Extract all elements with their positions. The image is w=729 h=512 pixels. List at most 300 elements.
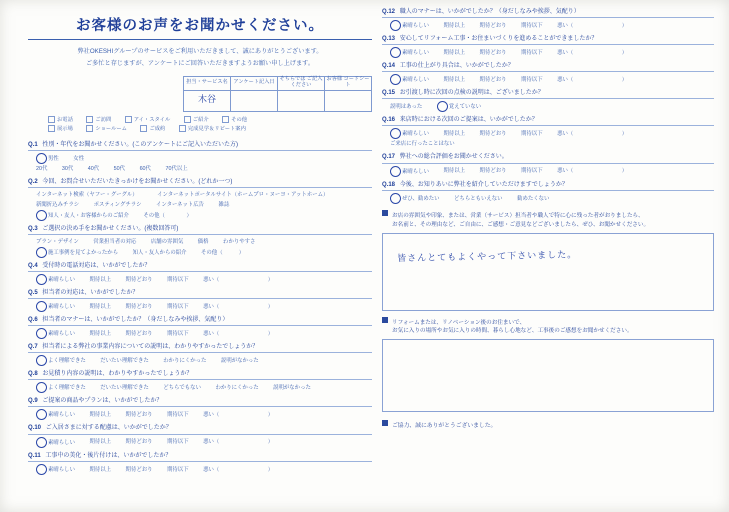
checkbox-label: 展示場 bbox=[57, 126, 73, 133]
option-label[interactable]: 期待以下 bbox=[521, 168, 543, 175]
question-text: 担当者の対応は、いかがでしたか？ bbox=[42, 290, 139, 296]
option bbox=[36, 301, 75, 312]
question-options bbox=[382, 166, 714, 177]
option bbox=[557, 75, 627, 85]
question-heading bbox=[28, 424, 372, 434]
question-number: Q.7 bbox=[28, 344, 38, 351]
handwritten-answer bbox=[383, 337, 713, 358]
question-options bbox=[28, 190, 372, 221]
option-label[interactable]: 期待どおり bbox=[479, 50, 507, 57]
option bbox=[143, 211, 192, 221]
option bbox=[126, 302, 153, 312]
option bbox=[36, 355, 86, 366]
option bbox=[151, 237, 183, 247]
option bbox=[223, 237, 255, 247]
question-block bbox=[382, 116, 714, 149]
circle-mark-icon bbox=[36, 464, 47, 475]
question-heading bbox=[382, 116, 714, 126]
info-table bbox=[183, 76, 372, 112]
checkbox-option bbox=[86, 117, 111, 123]
circle-mark-icon bbox=[390, 74, 401, 85]
option bbox=[443, 48, 465, 58]
checkbox-icon[interactable] bbox=[86, 125, 93, 132]
option-label[interactable]: 素晴らしい bbox=[402, 77, 429, 84]
circle-mark-icon bbox=[36, 382, 47, 393]
question-block bbox=[28, 397, 372, 420]
question-options bbox=[28, 301, 372, 312]
option-label[interactable]: わかりにくかった bbox=[163, 358, 207, 365]
question-text: 性別・年代をお聞かせください。(このアンケートにご記入いただいた方) bbox=[42, 141, 238, 148]
option bbox=[163, 383, 201, 393]
question-block bbox=[28, 343, 372, 366]
option-label[interactable]: 期待以上 bbox=[89, 331, 112, 338]
option bbox=[94, 200, 142, 210]
option-label[interactable]: 価格 bbox=[197, 238, 209, 245]
question-block bbox=[382, 181, 714, 204]
option bbox=[517, 194, 549, 204]
question-options bbox=[382, 47, 714, 58]
question-heading bbox=[28, 370, 372, 380]
option bbox=[133, 248, 187, 258]
option-label[interactable]: 期待以下 bbox=[521, 50, 543, 57]
question-text: 受付時の電話対応は、いかがでしたか？ bbox=[42, 262, 151, 269]
option bbox=[390, 47, 429, 58]
question-heading bbox=[28, 289, 372, 299]
option-label[interactable]: 勧めたくない bbox=[517, 195, 550, 202]
question-text: 職人のマナーは、いかがでしたか？（身だしなみや挨拶、気配り） bbox=[399, 9, 580, 15]
option-label[interactable]: 期待どおり bbox=[125, 276, 153, 283]
option-label[interactable]: プラン・デザイン bbox=[36, 238, 79, 245]
question-block bbox=[382, 89, 714, 112]
question-options bbox=[28, 382, 372, 393]
option bbox=[480, 75, 507, 85]
question-options bbox=[382, 20, 714, 31]
question-number: Q.13 bbox=[382, 36, 396, 43]
question-number: Q.18 bbox=[382, 181, 396, 188]
checkbox-label: ご成約 bbox=[149, 126, 166, 133]
option-label[interactable]: 悪い（ ） bbox=[203, 439, 274, 446]
checkbox-icon[interactable] bbox=[222, 116, 229, 123]
option bbox=[480, 129, 507, 139]
question-options bbox=[28, 153, 372, 174]
circle-mark-icon bbox=[390, 128, 401, 139]
option-label[interactable]: どちらでもない bbox=[163, 385, 201, 392]
option bbox=[390, 74, 429, 85]
option bbox=[157, 190, 328, 200]
checkbox-icon[interactable] bbox=[125, 116, 132, 123]
option-label[interactable]: 期待以下 bbox=[167, 304, 189, 311]
closing-label: ご協力、誠にありがとうございました。 bbox=[392, 423, 497, 430]
question-heading bbox=[382, 89, 714, 99]
option bbox=[521, 21, 543, 31]
option-label[interactable]: 説明がなかった bbox=[220, 358, 259, 365]
checkbox-option bbox=[48, 117, 73, 123]
option-label[interactable]: 期待以上 bbox=[89, 304, 112, 311]
free-text-box-2[interactable] bbox=[382, 339, 714, 412]
option-label[interactable]: 期待以上 bbox=[89, 466, 112, 473]
question-text: 工事の仕上がり具合は、いかがでしたか？ bbox=[399, 63, 514, 70]
checkbox-icon[interactable] bbox=[184, 116, 191, 123]
option-label[interactable]: 期待以下 bbox=[521, 77, 543, 84]
info-table-header-row bbox=[184, 76, 372, 90]
option bbox=[557, 48, 627, 58]
question-options bbox=[28, 409, 372, 420]
option-label[interactable]: その他（ ） bbox=[143, 212, 192, 219]
circle-mark-icon bbox=[36, 328, 47, 339]
option-label[interactable]: 素晴らしい bbox=[48, 412, 75, 419]
question-heading bbox=[382, 8, 714, 18]
option-label[interactable]: ぜひ、勧めたい bbox=[402, 195, 440, 202]
option-label[interactable]: インターネット広告 bbox=[156, 201, 205, 208]
question-text: 弊社への総合評価をお聞かせください。 bbox=[399, 154, 508, 161]
option-label[interactable]: 施工事例を見てよかったから bbox=[48, 249, 119, 256]
free-heading-line-1: リフォームまたは、リノベーション後のお住まいで、 bbox=[392, 319, 526, 326]
option-label[interactable]: 70代以上 bbox=[165, 165, 188, 172]
option bbox=[36, 164, 47, 174]
option bbox=[62, 164, 73, 174]
option-label[interactable]: 期待以上 bbox=[443, 77, 466, 84]
option-label[interactable]: 50代 bbox=[113, 165, 126, 172]
option bbox=[390, 193, 440, 204]
info-value-cell[interactable] bbox=[325, 90, 372, 111]
checkbox-label: ご訪問 bbox=[95, 116, 112, 123]
option bbox=[167, 275, 189, 285]
question-text: ご提案の商品やプランは、いかがでしたか？ bbox=[42, 398, 163, 405]
circle-mark-icon bbox=[36, 153, 47, 164]
option-label[interactable]: インターネット検索（ヤフー・グーグル） bbox=[36, 191, 138, 198]
question-block bbox=[28, 141, 372, 174]
checkbox-icon[interactable] bbox=[48, 116, 55, 123]
info-table-value-row bbox=[184, 90, 372, 111]
option bbox=[521, 166, 543, 176]
option bbox=[443, 75, 465, 85]
question-number: Q.12 bbox=[382, 9, 396, 15]
option-label[interactable]: 悪い（ ） bbox=[557, 50, 628, 57]
option bbox=[521, 129, 543, 139]
option bbox=[126, 410, 153, 420]
option-label[interactable]: 覚えていない bbox=[448, 104, 482, 111]
option-label[interactable]: 悪い（ ） bbox=[557, 131, 628, 138]
circle-mark-icon bbox=[36, 210, 47, 221]
checkbox-option bbox=[125, 117, 171, 123]
option bbox=[167, 465, 189, 475]
question-heading bbox=[382, 62, 714, 72]
option bbox=[215, 383, 258, 393]
bullet-square-icon bbox=[382, 210, 388, 216]
option-label[interactable]: 期待どおり bbox=[125, 304, 153, 311]
option bbox=[165, 164, 187, 174]
question-block bbox=[28, 316, 372, 339]
info-value-cell[interactable] bbox=[278, 90, 325, 111]
option-label[interactable]: 期待以下 bbox=[167, 412, 189, 419]
question-number: Q.3 bbox=[28, 225, 38, 232]
option-label[interactable]: 期待以上 bbox=[443, 23, 466, 30]
free-text-box-1[interactable] bbox=[382, 233, 714, 311]
option bbox=[36, 437, 75, 448]
question-options bbox=[28, 237, 372, 258]
option-label[interactable]: 期待以下 bbox=[167, 331, 189, 338]
option bbox=[89, 465, 111, 475]
circle-mark-icon bbox=[390, 47, 401, 58]
question-block bbox=[382, 35, 714, 58]
option-label[interactable]: その他（ ） bbox=[201, 249, 245, 256]
option bbox=[36, 210, 129, 221]
option bbox=[73, 154, 84, 164]
option bbox=[443, 21, 465, 31]
question-text: 来店時における次回のご提案は、いかがでしたか？ bbox=[399, 117, 538, 124]
option-label[interactable]: 悪い（ ） bbox=[203, 412, 274, 419]
checkbox-icon[interactable] bbox=[179, 125, 186, 132]
info-header-cell: そちらでは ご記入ください bbox=[278, 76, 325, 90]
checkbox-label: ご紹介 bbox=[192, 116, 209, 123]
question-text: ご入居さまに対する配慮は、いかがでしたか？ bbox=[45, 425, 172, 432]
option-label[interactable]: 期待どおり bbox=[125, 439, 153, 446]
option-label[interactable]: 素晴らしい bbox=[48, 439, 75, 446]
option bbox=[390, 139, 455, 149]
option-label[interactable]: 素晴らしい bbox=[402, 50, 429, 57]
option bbox=[89, 302, 111, 312]
question-text: 工事中の美化・後片付けは、いかがでしたか？ bbox=[45, 452, 172, 459]
option bbox=[126, 275, 153, 285]
option-label[interactable]: 期待どおり bbox=[479, 77, 507, 84]
option bbox=[93, 237, 136, 247]
option bbox=[36, 409, 75, 420]
question-block bbox=[382, 8, 714, 31]
checkbox-label: 完成見学＆リピート案内 bbox=[187, 126, 246, 133]
option-label[interactable]: よく理解できた bbox=[48, 358, 86, 365]
option-label[interactable]: 期待以上 bbox=[89, 276, 112, 283]
question-text: 担当者のマナーは、いかがでしたか？（身だしなみや挨拶、気配り） bbox=[42, 317, 229, 324]
option-label[interactable]: だいたい理解できた bbox=[100, 385, 149, 392]
bullet-square-icon bbox=[382, 317, 388, 323]
info-header-cell: アンケート記入日 bbox=[231, 76, 278, 90]
option bbox=[89, 275, 111, 285]
question-heading bbox=[28, 262, 372, 272]
option-label[interactable]: 素晴らしい bbox=[48, 331, 75, 338]
option bbox=[221, 356, 259, 366]
option-label[interactable]: 期待以下 bbox=[167, 439, 189, 446]
option-label[interactable]: 30代 bbox=[61, 165, 74, 172]
option-label[interactable]: ご来店に行ったことはない bbox=[390, 141, 455, 148]
option-label[interactable]: 期待以下 bbox=[167, 466, 189, 473]
question-number: Q.9 bbox=[28, 398, 38, 405]
option bbox=[36, 237, 79, 247]
intro-text bbox=[28, 46, 372, 70]
question-heading bbox=[382, 181, 714, 191]
option-label[interactable]: 期待以下 bbox=[521, 131, 543, 138]
option bbox=[156, 200, 204, 210]
option-label[interactable]: 期待以上 bbox=[443, 50, 466, 57]
option bbox=[36, 247, 118, 258]
option-label[interactable]: わかりやすさ bbox=[223, 238, 256, 245]
option-label[interactable]: 雑誌 bbox=[218, 201, 230, 208]
info-header-cell: お客様 コードシート bbox=[325, 76, 372, 90]
question-options bbox=[382, 74, 714, 85]
option-label[interactable]: 60代 bbox=[139, 165, 151, 172]
option-label[interactable]: どちらともいえない bbox=[454, 195, 503, 202]
circle-mark-icon bbox=[390, 20, 401, 31]
option-label[interactable]: 期待以下 bbox=[167, 276, 189, 283]
question-heading bbox=[28, 343, 372, 353]
option-label[interactable]: 悪い（ ） bbox=[203, 276, 274, 283]
checkbox-option bbox=[140, 126, 165, 132]
option-label[interactable]: 女性 bbox=[73, 155, 85, 162]
question-options bbox=[28, 355, 372, 366]
option-label[interactable]: 期待以上 bbox=[443, 131, 466, 138]
option-label[interactable]: 期待どおり bbox=[479, 23, 507, 30]
question-block bbox=[382, 153, 714, 176]
option-label[interactable]: 素晴らしい bbox=[48, 466, 75, 473]
option-label[interactable]: 素晴らしい bbox=[48, 304, 75, 311]
option bbox=[437, 101, 481, 112]
option-label[interactable]: わかりにくかった bbox=[215, 385, 259, 392]
bullet-square-icon bbox=[382, 420, 388, 426]
question-number: Q.10 bbox=[28, 425, 42, 432]
option-label[interactable]: 営業担当者の対応 bbox=[93, 238, 137, 245]
option bbox=[557, 166, 627, 176]
option bbox=[219, 200, 230, 210]
free-section-heading bbox=[382, 317, 714, 337]
info-header-cell: 担当・サービス名 bbox=[184, 76, 231, 90]
question-number: Q.17 bbox=[382, 154, 396, 161]
option-label[interactable]: 素晴らしい bbox=[48, 276, 75, 283]
option-label[interactable]: だいたい理解できた bbox=[100, 358, 149, 365]
option bbox=[126, 437, 153, 447]
option-label[interactable]: 悪い（ ） bbox=[203, 466, 274, 473]
free-heading-line-2: お気に入りの場所やお気に入りの時間、暮らし心地など、工事後のご感想をお聞かせください。 bbox=[392, 328, 633, 335]
option bbox=[203, 302, 273, 312]
info-table-wrapper bbox=[28, 76, 372, 112]
option bbox=[390, 20, 429, 31]
option-label[interactable]: 期待以上 bbox=[443, 168, 466, 175]
option-label[interactable]: 素晴らしい bbox=[402, 131, 429, 138]
info-value-cell[interactable] bbox=[231, 90, 278, 111]
question-block bbox=[28, 370, 372, 393]
free-heading-line-2: お名前と、その理由など、ご自由に、ご感想・ご意見などございましたら、ぜひ、お聞かせください。 bbox=[392, 221, 650, 228]
option bbox=[36, 328, 75, 339]
handwritten-answer: 皆さんとてもよくやって下さいました。 bbox=[397, 249, 578, 264]
option bbox=[273, 383, 311, 393]
option bbox=[89, 329, 111, 339]
question-heading bbox=[28, 316, 372, 326]
option-label[interactable]: 知人・友人からの紹介 bbox=[132, 249, 187, 256]
question-options bbox=[382, 101, 714, 112]
circle-mark-icon bbox=[36, 274, 47, 285]
option-label[interactable]: 期待どおり bbox=[125, 412, 153, 419]
option-label[interactable]: 悪い（ ） bbox=[557, 23, 628, 30]
option bbox=[36, 153, 59, 164]
question-options bbox=[28, 274, 372, 285]
option bbox=[36, 464, 75, 475]
question-number: Q.1 bbox=[28, 141, 38, 148]
option-label[interactable]: インターネットポータルサイト（ホームプロ・ヌーヨ・アットホーム） bbox=[157, 191, 329, 198]
option bbox=[454, 194, 503, 204]
option bbox=[100, 383, 149, 393]
option bbox=[480, 166, 507, 176]
circle-mark-icon bbox=[437, 101, 448, 112]
question-number: Q.14 bbox=[382, 63, 396, 70]
checkbox-option bbox=[179, 126, 246, 132]
checkbox-label: アイ・スタイル bbox=[133, 116, 171, 123]
option bbox=[36, 190, 138, 200]
info-value-cell[interactable]: 木谷 bbox=[184, 90, 231, 111]
checkbox-icon[interactable] bbox=[86, 116, 93, 123]
free-heading-line-1: お店の雰囲気や印象、または、営業（サービス）担当者や職人で特に心に残った者がおりましたら、 bbox=[392, 212, 644, 219]
option-label[interactable]: 悪い（ ） bbox=[557, 168, 628, 175]
option bbox=[390, 166, 429, 177]
question-heading bbox=[28, 397, 372, 407]
question-number: Q.15 bbox=[382, 90, 396, 97]
option-label[interactable]: 新聞折込みチラシ bbox=[36, 201, 80, 208]
option bbox=[167, 329, 189, 339]
checkbox-icon[interactable] bbox=[48, 125, 55, 132]
question-number: Q.11 bbox=[28, 452, 41, 459]
option bbox=[480, 48, 507, 58]
option bbox=[443, 166, 465, 176]
option-label[interactable]: 40代 bbox=[87, 165, 100, 172]
question-text: 安心してリフォーム工事・お住まいづくりを進めることができましたか？ bbox=[399, 36, 598, 43]
option bbox=[88, 164, 99, 174]
option-label[interactable]: 悪い（ ） bbox=[557, 77, 628, 84]
option-label[interactable]: 期待以上 bbox=[89, 412, 112, 419]
option-label[interactable]: 知人・友人・お客様からのご紹介 bbox=[48, 212, 129, 219]
option-label[interactable]: 期待以上 bbox=[89, 439, 112, 446]
option bbox=[167, 437, 189, 447]
option-label[interactable]: 素晴らしい bbox=[402, 23, 429, 30]
option-label[interactable]: 20代 bbox=[36, 165, 48, 172]
question-heading bbox=[28, 178, 372, 188]
question-text: 今回、お問合せいただいたきっかけをお聞かせください。(どれか一つ) bbox=[42, 178, 233, 185]
option bbox=[126, 465, 153, 475]
contact-check-row-1 bbox=[48, 116, 372, 135]
intro-line-1: 弊社OKESHIグループのサービスをご利用いただきまして、誠にありがとうございます。 bbox=[77, 48, 323, 55]
option bbox=[443, 129, 465, 139]
option-label[interactable]: 男性 bbox=[48, 155, 59, 162]
circle-mark-icon bbox=[390, 166, 401, 177]
option-label[interactable]: 期待どおり bbox=[125, 466, 153, 473]
question-options bbox=[28, 328, 372, 339]
option-label[interactable]: ポスティングチラシ bbox=[93, 201, 142, 208]
right-column bbox=[382, 0, 714, 429]
option-label[interactable]: 悪い（ ） bbox=[203, 331, 274, 338]
option bbox=[390, 102, 422, 112]
question-number: Q.5 bbox=[28, 290, 38, 296]
closing-text bbox=[382, 420, 714, 429]
option-label[interactable]: 期待どおり bbox=[125, 331, 153, 338]
question-block bbox=[382, 62, 714, 85]
option bbox=[167, 302, 189, 312]
option-label[interactable]: 説明はあった bbox=[390, 104, 423, 111]
question-heading bbox=[28, 225, 372, 235]
option-label[interactable]: 店舗の雰囲気 bbox=[150, 238, 184, 245]
checkbox-icon[interactable] bbox=[140, 125, 147, 132]
option-label[interactable]: 期待どおり bbox=[479, 131, 507, 138]
option-label[interactable]: 説明がなかった bbox=[273, 385, 311, 392]
question-heading bbox=[28, 452, 372, 462]
option-label[interactable]: 素晴らしい bbox=[402, 168, 429, 175]
intro-line-2: ご多忙と存じますが、アンケートにご回答いただきますようお願い申し上げます。 bbox=[85, 59, 315, 67]
option-label[interactable]: 期待どおり bbox=[479, 168, 507, 175]
question-number: Q.4 bbox=[28, 262, 38, 269]
left-column bbox=[28, 0, 372, 479]
question-block bbox=[28, 262, 372, 285]
option-label[interactable]: 期待以下 bbox=[521, 23, 543, 30]
question-heading bbox=[28, 141, 372, 151]
option-label[interactable]: よく理解できた bbox=[48, 385, 86, 392]
question-text: ご選択の決め手をお聞かせください。(複数回答可) bbox=[42, 225, 179, 232]
option-label[interactable]: 悪い（ ） bbox=[203, 304, 274, 311]
option bbox=[114, 164, 125, 174]
